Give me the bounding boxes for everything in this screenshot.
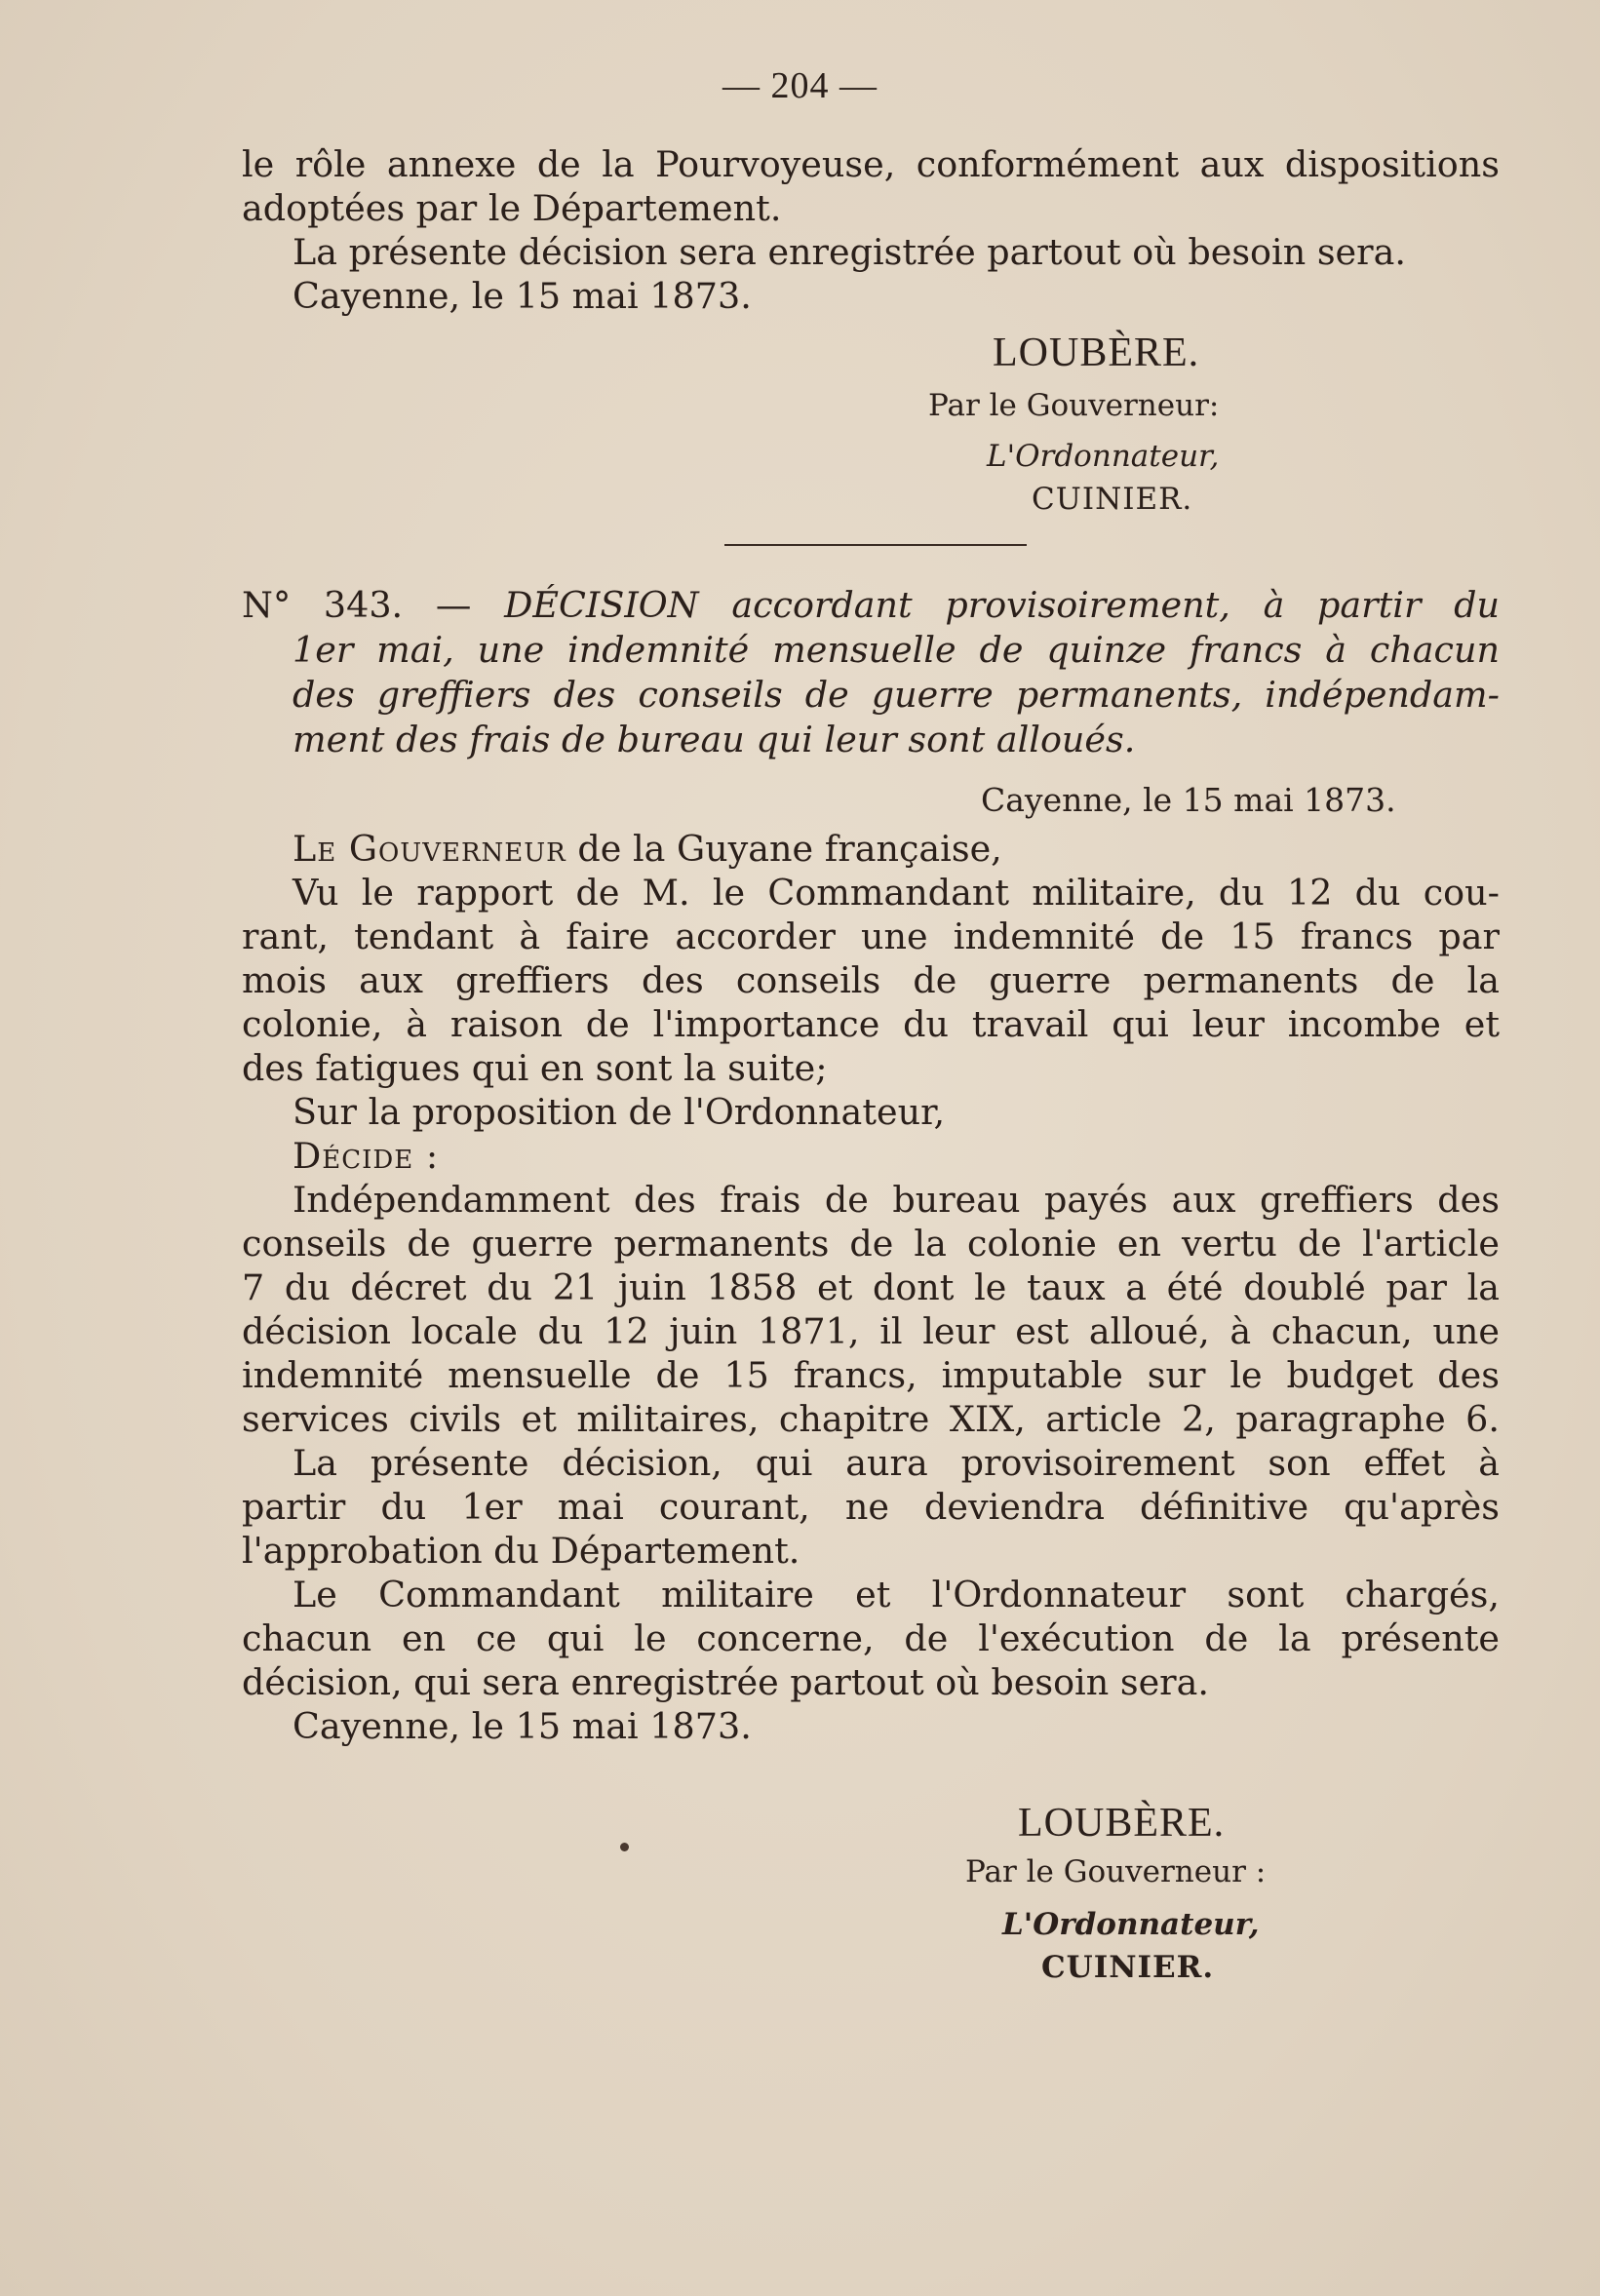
article-line: Indépendamment des frais de bureau payés aux greffiers des — [293, 1179, 1500, 1221]
decision-title — [242, 583, 1500, 762]
execution-line: chacun en ce qui le concerne, de l'exécution de la présente — [242, 1617, 1500, 1659]
registration-line: La présente décision sera enregistrée partout où besoin sera. — [293, 231, 1406, 273]
article-line: conseils de guerre permanents de la colonie en vertu de l'article — [242, 1223, 1500, 1265]
section-divider — [724, 544, 1027, 546]
signature-name: LOUBÈRE. — [1018, 1801, 1226, 1846]
considering-line: Vu le rapport de M. le Commandant militaire, du 12 du cou- — [293, 872, 1500, 914]
signature-title: L'Ordonnateur, — [1002, 1907, 1260, 1942]
considering-line: des fatigues qui en sont la suite; — [242, 1047, 828, 1089]
signature-countersign: CUINIER. — [1041, 1950, 1215, 1985]
execution-line: décision, qui sera enregistrée partout où besoin sera. — [242, 1661, 1209, 1703]
text-line: adoptées par le Département. — [242, 187, 782, 229]
heading-line: des greffiers des conseils de guerre permanents, indépendam- — [293, 674, 1500, 716]
signature-by: Par le Gouverneur : — [965, 1854, 1267, 1889]
continuation-text — [242, 142, 1500, 318]
signature-countersign: CUINIER. — [1032, 482, 1193, 517]
provisional-line: partir du 1er mai courant, ne deviendra définitive qu'après — [242, 1486, 1500, 1528]
article-line: indemnité mensuelle de 15 francs, imputable sur le budget des — [242, 1354, 1500, 1396]
decision-text — [242, 827, 1500, 1748]
previous-decision-tail — [242, 142, 1500, 318]
considering-line: colonie, à raison de l'importance du travail qui leur incombe et — [242, 1003, 1500, 1045]
provisional-line: La présente décision, qui aura provisoirement son effet à — [293, 1442, 1500, 1484]
execution-line: Le Commandant militaire et l'Ordonnateur sont chargés, — [293, 1574, 1500, 1615]
signature-by: Par le Gouverneur: — [928, 388, 1220, 423]
article-line: décision locale du 12 juin 1871, il leur est alloué, à chacun, une — [242, 1310, 1500, 1352]
governor-label: Le Gouverneur — [293, 828, 566, 870]
signature-name: LOUBÈRE. — [993, 331, 1200, 375]
place-date: Cayenne, le 15 mai 1873. — [981, 781, 1396, 819]
governor-rest: de la Guyane française, — [577, 828, 1002, 870]
text-line: le rôle annexe de la Pourvoyeuse, conformément aux dispositions — [242, 143, 1500, 185]
ink-speck — [620, 1843, 629, 1851]
page-number: — 204 — — [722, 65, 878, 106]
signature-title: L'Ordonnateur, — [987, 439, 1220, 474]
decision-number: N° 343. — — [242, 584, 472, 626]
dateline: Cayenne, le 15 mai 1873. — [293, 275, 752, 317]
decides-line: Décide : — [293, 1135, 440, 1177]
governor-line — [242, 827, 1500, 871]
provisional-line: l'approbation du Département. — [242, 1530, 800, 1572]
considering-line: mois aux greffiers des conseils de guerre permanents de la — [242, 959, 1500, 1001]
proposal-line: Sur la proposition de l'Ordonnateur, — [293, 1091, 946, 1133]
considering-line: rant, tendant à faire accorder une indemnité de 15 francs par — [242, 915, 1500, 957]
article-line: services civils et militaires, chapitre XIX, article 2, paragraphe 6. — [242, 1398, 1500, 1440]
decision-body — [242, 827, 1500, 1748]
heading-line: 1er mai, une indemnité mensuelle de quinze francs à chacun — [293, 629, 1500, 671]
heading-line: DÉCISION accordant provisoirement, à partir du — [504, 584, 1500, 626]
article-line: 7 du décret du 21 juin 1858 et dont le taux a été doublé par la — [242, 1266, 1500, 1308]
dateline: Cayenne, le 15 mai 1873. — [293, 1705, 752, 1747]
decision-heading — [242, 583, 1500, 762]
text-line — [242, 583, 1500, 628]
heading-line: ment des frais de bureau qui leur sont alloués. — [293, 719, 1136, 760]
